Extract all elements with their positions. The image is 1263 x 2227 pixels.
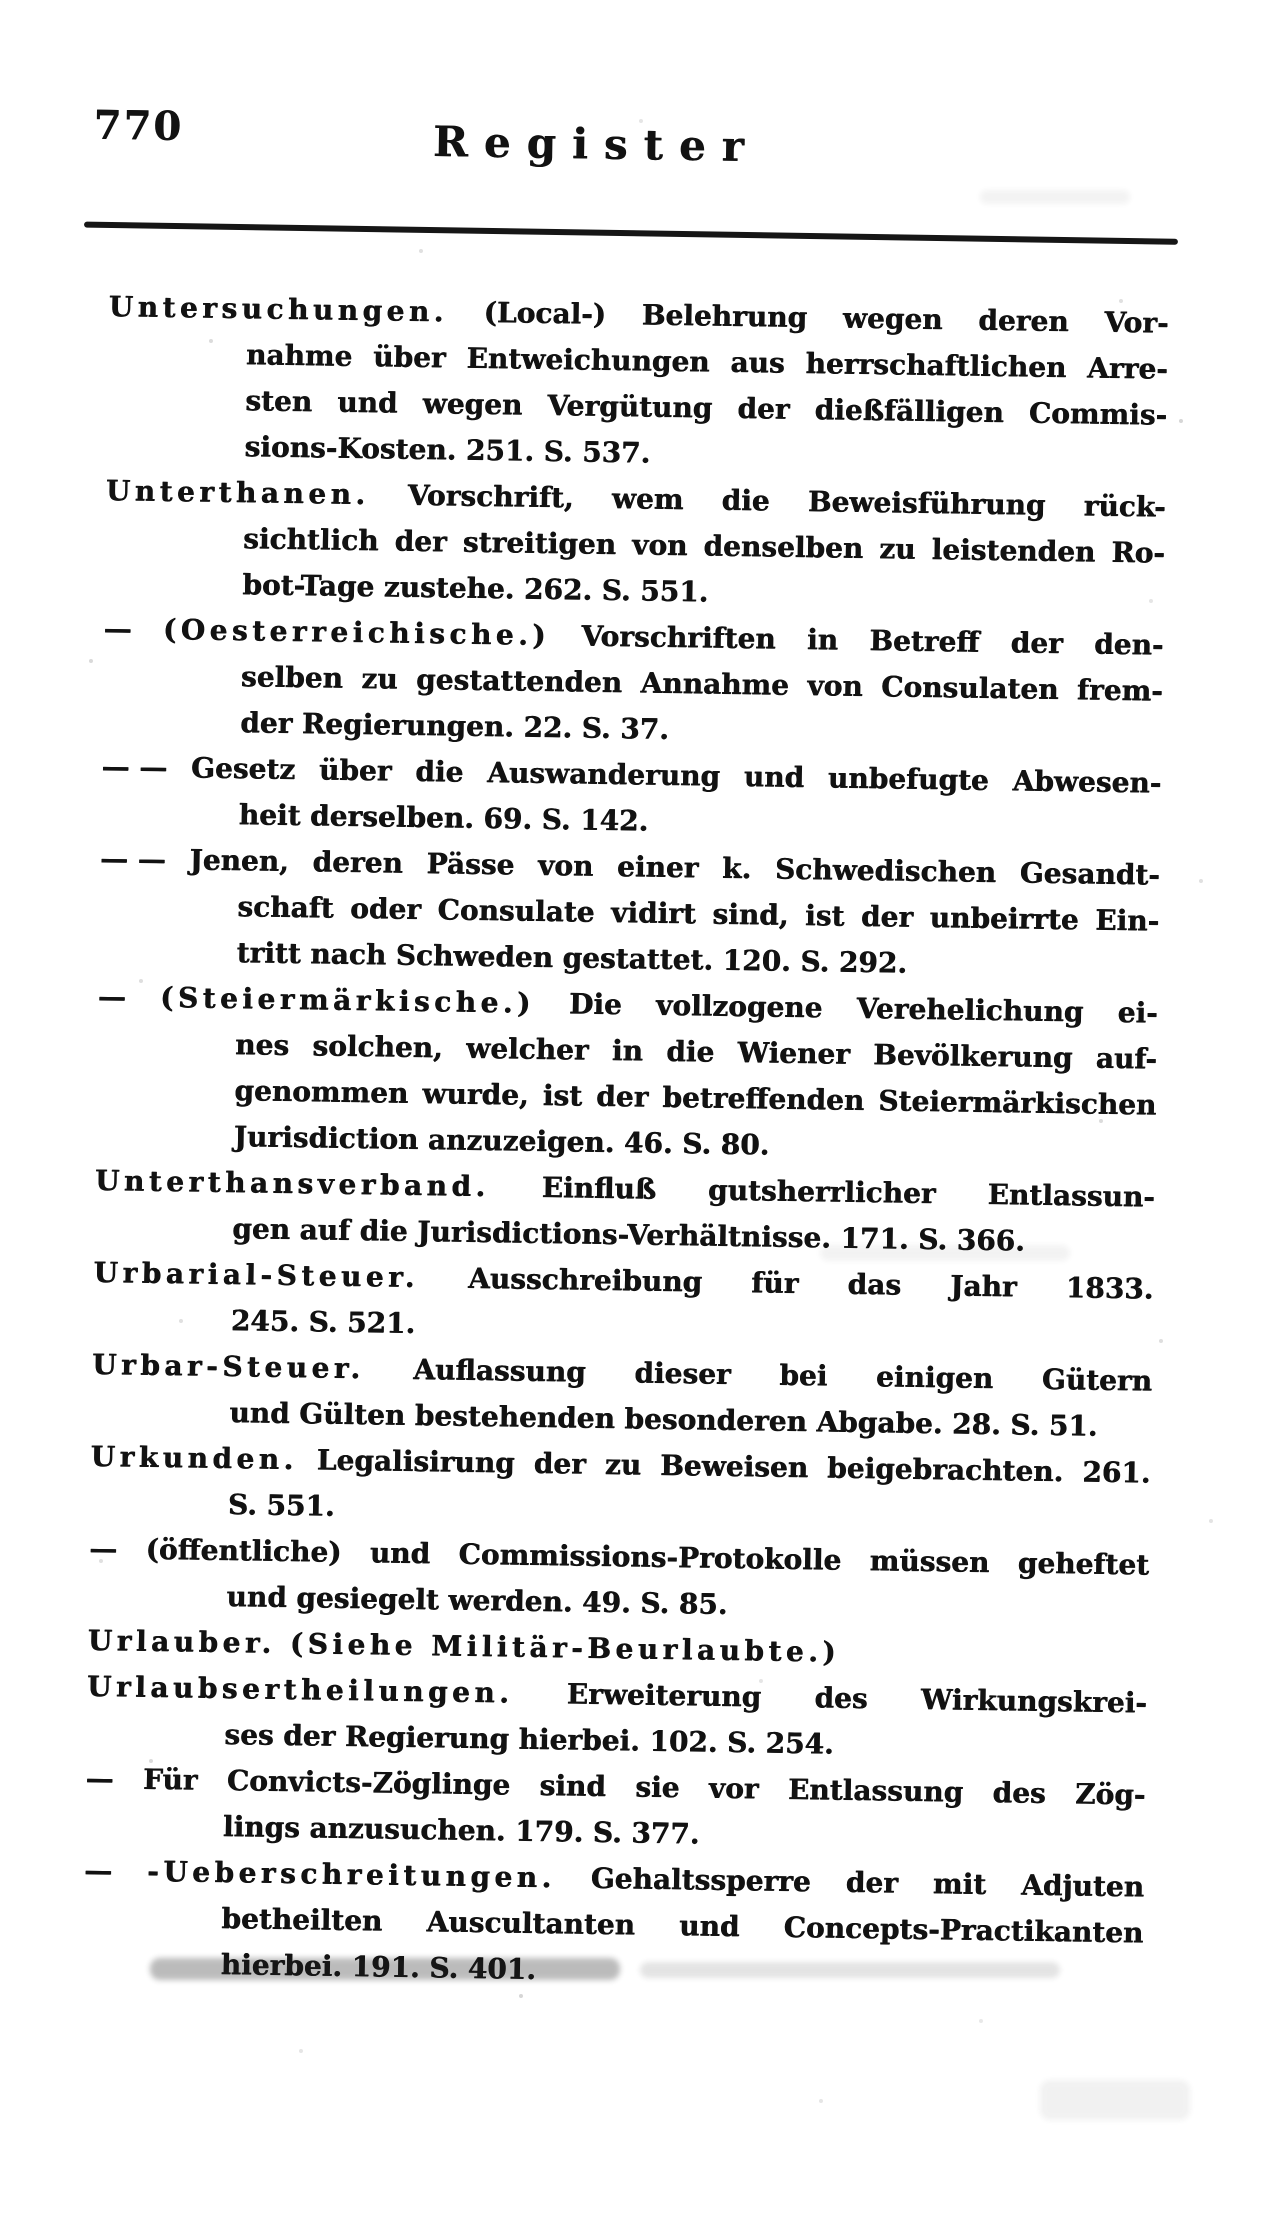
entry-word: ei- [1117, 995, 1158, 1030]
repeat-dash: — [85, 1761, 114, 1796]
repeat-dash: — [88, 1531, 118, 1566]
entry-word: tritt [236, 936, 302, 971]
entry-word: derselben. [309, 799, 475, 835]
entry-word: 28. [951, 1407, 1002, 1442]
entry-word: die [665, 1034, 715, 1069]
entry-word: Erweiterung [566, 1677, 762, 1714]
entry-word: 551. [639, 574, 709, 609]
index-entry [98, 836, 1160, 991]
entry-word: die [721, 483, 770, 518]
entry-word: 85. [678, 1587, 728, 1621]
entry-term: Urbarial-Steuer. [93, 1255, 420, 1294]
entry-word: von [537, 848, 594, 883]
entry-word: S. [601, 573, 631, 608]
entry-word: schaft [237, 890, 334, 925]
entry-word: Arre- [1086, 351, 1169, 386]
entry-word: Legalisirung [316, 1443, 515, 1480]
entry-word: leistenden [931, 532, 1096, 569]
index-entry [86, 1664, 1147, 1773]
entry-word: müssen [869, 1544, 990, 1579]
entry-word: der [239, 706, 293, 740]
entry-word: werden. [448, 1583, 573, 1619]
entry-word: vor [708, 1771, 759, 1806]
entry-word: welcher [465, 1031, 589, 1067]
entry-word: Die [568, 987, 623, 1022]
entry-word: ist [542, 1078, 583, 1113]
entry-word: Gütern [1041, 1362, 1153, 1398]
entry-word: 261. [1082, 1455, 1151, 1490]
entry-word: solchen, [312, 1029, 444, 1065]
page-content [82, 100, 1171, 2002]
entry-word: anzusuchen. [309, 1811, 506, 1848]
entry-word: des [992, 1776, 1046, 1810]
entry-word: 262. [523, 572, 593, 607]
entry-word: S. [640, 1586, 670, 1620]
entry-word: deren [312, 845, 404, 880]
entry-word: des [814, 1681, 868, 1716]
entry-word: besonderen [624, 1402, 808, 1439]
entry-word: dießfälligen [814, 393, 1005, 430]
entry-word: Convicts-Zöglinge [226, 1764, 511, 1802]
entry-word: über [372, 340, 446, 375]
page-title: Register [432, 117, 761, 172]
entry-word: lings [222, 1809, 301, 1845]
repeat-dash: — [103, 611, 132, 646]
entry-word: in [806, 622, 839, 657]
entry-word: nahme [245, 338, 353, 373]
entry-word: sind, [712, 897, 789, 932]
entry-word: Ausschreibung [467, 1261, 703, 1299]
entry-word: S. [581, 711, 611, 745]
entry-word: mit [932, 1867, 987, 1901]
entry-term: Urkunden. [90, 1439, 299, 1477]
entry-word: wem [611, 481, 684, 517]
entry-word: sichtlich [242, 522, 379, 558]
entry-word: selben [240, 660, 344, 695]
entry-word: zustehe. [383, 570, 515, 606]
entry-word: und [369, 1536, 431, 1571]
entry-word: heit [238, 798, 301, 833]
entry-word: Jurisdiction [233, 1120, 419, 1156]
entry-word: für [751, 1266, 799, 1300]
entry-word: Einfluß [541, 1170, 657, 1206]
entry-word: 37. [619, 712, 670, 746]
entry-word: 142. [579, 803, 649, 838]
entry-term: Urlauber. (Siehe Militär-Beurlaubte.) [87, 1623, 841, 1669]
entry-word: Gesetz [190, 751, 296, 786]
entry-word: auf- [1095, 1041, 1158, 1076]
entry-word: Jurisdictions-Verhältnisse. [416, 1214, 832, 1255]
index-entry [95, 974, 1158, 1175]
entry-word: und [337, 385, 398, 420]
entry-word: oder [349, 891, 422, 926]
entry-word: sie [635, 1770, 680, 1805]
entry-word: der [1010, 626, 1064, 660]
entry-term: (Steiermärkische.) [159, 980, 536, 1020]
entry-word: der [533, 1446, 587, 1481]
entry-word: wurde, [422, 1076, 529, 1112]
entry-word: 69. [483, 801, 533, 836]
entry-word: ses [224, 1717, 274, 1752]
entry-word: 366. [956, 1223, 1026, 1258]
entry-word: 292. [838, 945, 908, 980]
entry-word: das [847, 1267, 902, 1302]
entry-term: (Oesterreichische.) [162, 612, 551, 652]
entry-word: 401. [467, 1951, 537, 1986]
entry-word: vollzogene [655, 988, 823, 1025]
entry-word: Entlassun- [987, 1177, 1156, 1214]
entry-word: unbefugte [827, 761, 990, 797]
entry-word: S. [543, 434, 573, 469]
entry-word: Auscultanten [426, 1905, 636, 1942]
entry-word: Wiener [737, 1035, 851, 1071]
header-rule [84, 222, 1178, 245]
entry-word: herrschaftlichen [805, 346, 1067, 385]
entry-word: Vor- [1104, 305, 1169, 340]
entry-word: der [845, 1865, 899, 1900]
entry-word: deren [978, 303, 1069, 339]
entry-word: dieser [634, 1356, 731, 1391]
entry-term: Urlaubsertheilungen. [86, 1669, 514, 1710]
entry-term: -Ueberschreitungen. [146, 1854, 557, 1895]
entry-term: Untersuchungen. [108, 289, 449, 329]
entry-word: der [394, 524, 448, 559]
index-entry [104, 468, 1166, 623]
entry-term: Unterthanen. [105, 473, 370, 512]
entry-word: die [359, 1214, 408, 1248]
entry-word: Jenen, [189, 843, 290, 878]
entry-word: bestehenden [414, 1398, 616, 1436]
entry-word: der [595, 1079, 649, 1114]
entry-word: Jahr [949, 1269, 1017, 1304]
entry-word: S. [726, 1725, 757, 1760]
repeat-dash: — [83, 1853, 113, 1888]
index-entry [100, 744, 1161, 853]
entry-word: Beweisführung [807, 484, 1046, 522]
entry-word: wegen [842, 301, 943, 337]
entry-word: Gesandt- [1019, 856, 1161, 892]
entry-word: Bevölkerung [872, 1038, 1073, 1075]
entry-word: gestattenden [415, 662, 623, 700]
entry-word: Consulaten [880, 670, 1059, 706]
entry-word: von [807, 668, 863, 703]
entry-word: rück- [1083, 489, 1166, 524]
entry-word: der [282, 1718, 336, 1753]
entry-word: Verehelichung [856, 991, 1084, 1029]
entry-word: S. [800, 944, 830, 979]
entry-word: der [737, 391, 790, 426]
entry-word: den- [1093, 627, 1164, 662]
entry-word: Auswanderung [486, 755, 721, 793]
entry-word: zu [604, 1447, 642, 1482]
entry-word: zu [879, 532, 916, 566]
entry-word: Consulate [437, 893, 595, 929]
entry-word: sind [539, 1768, 607, 1803]
entry-word: 102. [649, 1724, 718, 1759]
entry-word: Auflassung [413, 1352, 586, 1389]
entry-word: 51. [1048, 1408, 1098, 1443]
entry-word: der [860, 899, 914, 934]
entry-word: Schweden [395, 938, 554, 975]
entry-word: über [318, 753, 392, 788]
entry-word: Ro- [1111, 535, 1166, 570]
entry-word: zu [361, 661, 398, 696]
entry-word: Entweichungen [466, 341, 710, 379]
entry-word: und [678, 1909, 740, 1944]
entry-word: Regierung [344, 1719, 510, 1756]
entry-word: Commissions-Protokolle [458, 1537, 842, 1577]
entry-word: hierbei. [518, 1722, 641, 1758]
entry-word: einer [616, 850, 699, 885]
entry-word: S. [681, 1127, 712, 1161]
entry-word: Steiermärkischen [878, 1084, 1157, 1122]
entry-word: Zög- [1074, 1777, 1146, 1812]
entry-word: beigebrachten. [826, 1451, 1064, 1489]
entry-word: Commis- [1028, 396, 1168, 432]
entry-word: (Local-) [483, 295, 607, 331]
entry-word: Annahme [640, 666, 790, 702]
entry-word: 49. [581, 1585, 632, 1620]
entry-word: aus [730, 345, 785, 380]
entry-word: S. [917, 1222, 948, 1257]
entry-word: bot-Tage [242, 568, 375, 604]
entry-word: S. [592, 1815, 623, 1850]
entry-word: Für [142, 1762, 198, 1797]
entry-word: Concepts-Practikanten [783, 1910, 1144, 1950]
entry-word: Regierungen. [301, 707, 515, 744]
entry-word: Vorschriften [581, 619, 776, 656]
repeat-dash: — [97, 979, 127, 1014]
entry-word: Vorschrift, [407, 478, 574, 515]
entry-word: 191. [351, 1949, 421, 1985]
entry-word: streitigen [462, 525, 617, 561]
entry-word: die [415, 754, 464, 789]
entry-word: und [229, 1396, 290, 1430]
entry-word: Entlassung [787, 1772, 964, 1809]
entry-word: gesiegelt [296, 1581, 440, 1617]
repeat-dash: — — [99, 841, 167, 876]
entry-word: gen [232, 1212, 291, 1246]
entry-word: S. [308, 1305, 338, 1339]
entry-word: hierbei. [220, 1947, 343, 1983]
index-entry [102, 606, 1164, 761]
entry-word: Beweisen [659, 1448, 809, 1485]
entry-word: ist [804, 898, 845, 933]
entry-word: 254. [765, 1726, 835, 1761]
entry-word: Abwesen- [1012, 764, 1162, 800]
entry-word: 551. [266, 1488, 335, 1523]
entry-word: 377. [631, 1816, 700, 1851]
entry-word: 46. [623, 1126, 673, 1160]
entry-word: Schwedischen [774, 852, 997, 889]
entry-word: und [743, 760, 805, 794]
entry-word: einigen [875, 1360, 994, 1395]
entry-word: k. [721, 851, 752, 886]
entry-word: Ein- [1094, 903, 1160, 938]
entry-word: 179. [514, 1814, 584, 1849]
entry-word: nes [234, 1028, 290, 1062]
entry-term: Urbar-Steuer. [91, 1347, 365, 1386]
entry-word: geheftet [1017, 1546, 1150, 1582]
entry-word: 22. [523, 710, 573, 745]
index-entry [85, 1756, 1146, 1865]
entry-word: bei [779, 1358, 828, 1393]
entry-word: in [611, 1033, 644, 1068]
entry-word: betheilten [221, 1901, 383, 1938]
entry-word: 171. [840, 1221, 909, 1256]
entry-word: 521. [346, 1305, 416, 1340]
entry-word: sions-Kosten. [244, 430, 457, 467]
entry-word: gestattet. [562, 941, 714, 977]
entry-word: Belehrung [641, 298, 808, 334]
entry-word: unbeirrte [929, 900, 1079, 937]
entry-word: 120. [722, 943, 792, 978]
entry-word: von [631, 528, 688, 563]
index-entry [82, 1848, 1144, 2003]
entry-word: sten [245, 384, 313, 419]
index-entry [91, 1342, 1152, 1451]
entry-word: Betreff [869, 623, 980, 659]
index-entry [92, 1250, 1153, 1359]
page-number: 770 [93, 101, 184, 151]
entry-word: vidirt [610, 895, 697, 931]
entry-term: Unterthansverband. [94, 1163, 490, 1204]
page-header [93, 100, 1172, 173]
entry-word: auf [299, 1213, 351, 1247]
scan-smudge [1040, 2080, 1190, 2120]
entry-word: nach [310, 937, 387, 972]
entry-word: 80. [720, 1127, 770, 1162]
entry-word: betreffenden [662, 1080, 865, 1117]
entry-word: frem- [1076, 673, 1164, 708]
entry-word: S. [1010, 1408, 1040, 1442]
entry-word: genommen [234, 1074, 409, 1110]
entry-word: (öffentliche) [145, 1532, 342, 1569]
entry-word: anzuzeigen. [427, 1123, 615, 1160]
entry-word: 1833. [1065, 1271, 1154, 1306]
entry-word: Adjuten [1020, 1868, 1145, 1904]
entry-word: Gehaltssperre [590, 1861, 812, 1899]
index-entry [106, 284, 1169, 485]
entry-word: denselben [703, 529, 864, 565]
entry-word: 537. [581, 435, 651, 470]
entry-word: Pässe [426, 847, 515, 882]
entry-word: wegen [422, 386, 523, 422]
entry-word: Vergütung [547, 388, 713, 425]
entry-word: S. [541, 802, 571, 837]
index-entries [82, 284, 1169, 2002]
index-entry [90, 1434, 1151, 1543]
index-entry [94, 1158, 1155, 1267]
entry-word: Gülten [298, 1397, 406, 1432]
entry-word: 245. [230, 1304, 300, 1339]
index-entry [88, 1526, 1149, 1635]
entry-word: 251. [465, 433, 535, 468]
entry-word: Wirkungskrei- [920, 1682, 1148, 1720]
entry-word: Abgabe. [816, 1405, 943, 1441]
entry-word: und [226, 1579, 288, 1614]
repeat-dash: — — [101, 749, 168, 784]
entry-word: S. [429, 1951, 459, 1985]
entry-word: gutsherrlicher [707, 1173, 936, 1211]
entry-word: S. [227, 1487, 258, 1522]
